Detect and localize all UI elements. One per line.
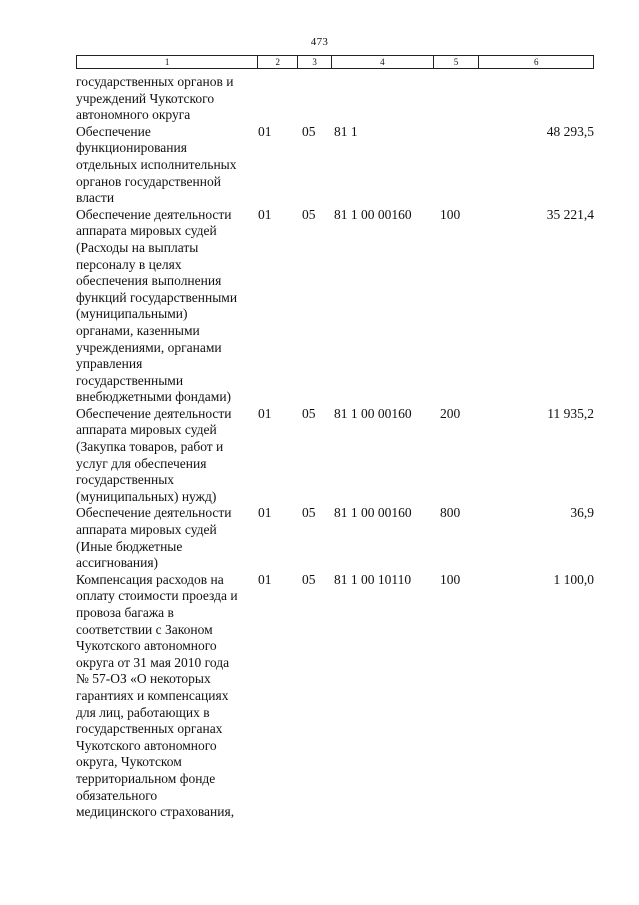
header-col-3: 3 xyxy=(298,56,332,68)
table-row xyxy=(76,74,594,124)
page-number: 473 xyxy=(310,36,329,48)
row-subsection: 05 xyxy=(302,206,316,222)
header-col-2: 2 xyxy=(258,56,298,68)
row-section: 01 xyxy=(258,571,272,587)
row-amount: 11 935,2 xyxy=(547,405,594,421)
header-col-6: 6 xyxy=(533,57,539,67)
row-description: Обеспечение деятельности аппарата мировых судей (Иные бюджетные ассигнования) xyxy=(76,505,232,571)
header-col-4: 4 xyxy=(332,56,434,68)
row-expense-type: 800 xyxy=(440,505,461,521)
row-section: 01 xyxy=(258,505,272,521)
row-section: 01 xyxy=(258,123,272,139)
row-amount: 35 221,4 xyxy=(546,206,594,222)
row-amount: 36,9 xyxy=(570,505,594,521)
row-subsection: 05 xyxy=(302,505,316,521)
header-col-5: 5 xyxy=(434,56,480,68)
header-col-1: 1 xyxy=(77,56,258,68)
row-description: Обеспечение функционирования отдельных исполнительных органов государственной власти xyxy=(76,123,237,206)
row-description: Компенсация расходов на оплату стоимости проезда и провоза багажа в соответствии с Законом Чукотского автономного округа от 31 мая 2010 года № 57-ОЗ «О некоторых гарантиях и компенсациях для лиц, работающих в государственных органах Чукотского автономного округа, Чукотском территориальном фонде обязательного медицинского страхования, xyxy=(76,571,238,820)
table-row xyxy=(76,406,594,506)
row-amount: 1 100,0 xyxy=(553,571,594,587)
row-target-code: 81 1 xyxy=(334,123,358,139)
table-body xyxy=(76,74,594,821)
row-amount: 48 293,5 xyxy=(546,123,594,139)
row-subsection: 05 xyxy=(302,571,316,587)
row-expense-type xyxy=(434,124,480,207)
row-description: Обеспечение деятельности аппарата мировых судей (Расходы на выплаты персоналу в целях обеспечения выполнения функций государственными (муниципальными) органами, казенными учреждениями, органами управления государственными внебюджетными фондами) xyxy=(76,206,238,405)
row-expense-type: 200 xyxy=(440,405,461,421)
table-row xyxy=(76,572,594,821)
row-subsection: 05 xyxy=(302,405,316,421)
table-row xyxy=(76,124,594,207)
row-description: государственных органов и учреждений Чукотского автономного округа xyxy=(76,74,234,123)
row-expense-type: 100 xyxy=(440,206,461,222)
row-target-code: 81 1 00 00160 xyxy=(334,206,412,222)
table-header xyxy=(76,55,594,69)
table-row xyxy=(76,207,594,406)
row-expense-type: 100 xyxy=(440,571,461,587)
row-description: Обеспечение деятельности аппарата мировых судей (Закупка товаров, работ и услуг для обеспечения государственных (муниципальных) нужд) xyxy=(76,405,232,504)
row-target-code: 81 1 00 00160 xyxy=(334,505,412,521)
row-subsection: 05 xyxy=(302,123,316,139)
row-target-code: 81 1 00 10110 xyxy=(334,571,412,587)
row-target-code: 81 1 00 00160 xyxy=(334,405,412,421)
row-section: 01 xyxy=(258,405,272,421)
row-section: 01 xyxy=(258,206,272,222)
table-row xyxy=(76,505,594,571)
